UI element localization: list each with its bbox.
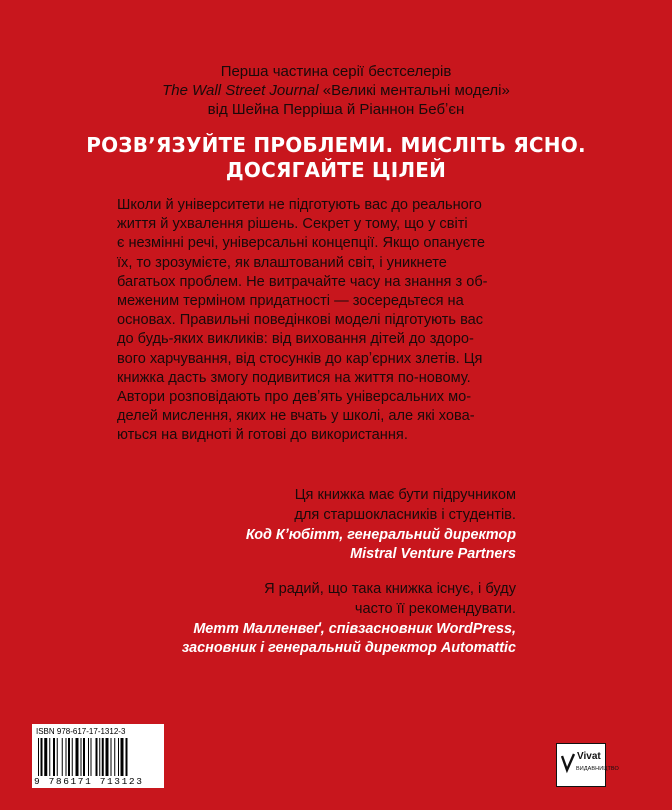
quote-2-text bbox=[116, 580, 516, 619]
blurb-line: Автори розповідають про девʼять універсальних мо- bbox=[117, 389, 472, 406]
blurb-line: є незмінні речі, універсальні концепції. Якщо опануєте bbox=[117, 235, 485, 252]
series-line-3: від Шейна Перріша й Ріаннон Бебʼєн bbox=[207, 101, 465, 118]
blurb-line: делей мислення, яких не вчать у школі, але які хова- bbox=[117, 408, 475, 425]
blurb-line: ються на видноті й готові до використання. bbox=[117, 427, 408, 444]
barcode-bars bbox=[38, 738, 158, 776]
quote-line: Ця книжка має бути підручником bbox=[294, 487, 516, 503]
blurb-line: багатьох проблем. Не витрачайте часу на знання з об- bbox=[117, 273, 488, 290]
blurb-line: життя й ухвалення рішень. Секрет у тому, що у світі bbox=[117, 216, 468, 233]
blurb bbox=[117, 196, 520, 446]
quote-1-text bbox=[136, 486, 516, 525]
series-note bbox=[0, 62, 672, 119]
headline-line-2: ДОСЯГАЙТЕ ЦІЛЕЙ bbox=[225, 158, 447, 182]
publisher-logo bbox=[556, 743, 619, 787]
series-line-1: Перша частина серії бестселерів bbox=[220, 63, 452, 80]
blurb-line: книжка дасть змогу подивитися на життя по-новому. bbox=[117, 369, 471, 386]
blurb-line: Школи й університети не підготують вас до реального bbox=[117, 197, 482, 213]
author-line: засновник і генеральний директор Automattic bbox=[181, 640, 516, 656]
isbn-label: ISBN 978-617-17-1312-3 bbox=[36, 727, 126, 736]
quote-line: Я радий, що така книжка існує, і буду bbox=[264, 581, 516, 597]
author-line: Метт Малленвеґ, співзасновник WordPress, bbox=[193, 621, 516, 637]
quote-2-author bbox=[116, 620, 516, 658]
publisher-subtitle: ВИДАВНИЦТВО bbox=[576, 766, 619, 772]
series-line-2 bbox=[0, 81, 672, 100]
blurb-line: вого харчування, від стосунків до карʼєрних злетів. Ця bbox=[117, 350, 483, 367]
quote-line: для старшокласників і студентів. bbox=[294, 506, 516, 523]
quote-1-author bbox=[116, 526, 516, 564]
headline-line-1: РОЗВʼЯЗУЙТЕ ПРОБЛЕМИ. МИСЛІТЬ ЯСНО. bbox=[86, 133, 586, 157]
quote-line: часто її рекомендувати. bbox=[354, 600, 516, 617]
blurb-line: їх, то зрозумієте, як влаштований світ, і уникнете bbox=[117, 254, 447, 271]
series-title: «Великі ментальні моделі» bbox=[318, 82, 510, 99]
publisher-name: Vivat bbox=[577, 751, 601, 762]
author-line: Код Кʼюбітт, генеральний директор bbox=[245, 527, 516, 543]
barcode-block bbox=[32, 724, 164, 788]
headline bbox=[0, 133, 672, 183]
blurb-line: меженим терміном придатності — зосередьтеся на bbox=[117, 293, 464, 310]
blurb-line: до будь-яких викликів: від виховання дітей до здоро- bbox=[117, 331, 474, 348]
barcode-number: 9 786171 713123 bbox=[34, 776, 144, 787]
author-line: Mistral Venture Partners bbox=[350, 546, 516, 562]
vivat-check-icon bbox=[561, 752, 575, 774]
blurb-line: основах. Правильні поведінкові моделі підготують вас bbox=[117, 312, 484, 329]
series-newspaper: The Wall Street Journal bbox=[162, 82, 319, 99]
